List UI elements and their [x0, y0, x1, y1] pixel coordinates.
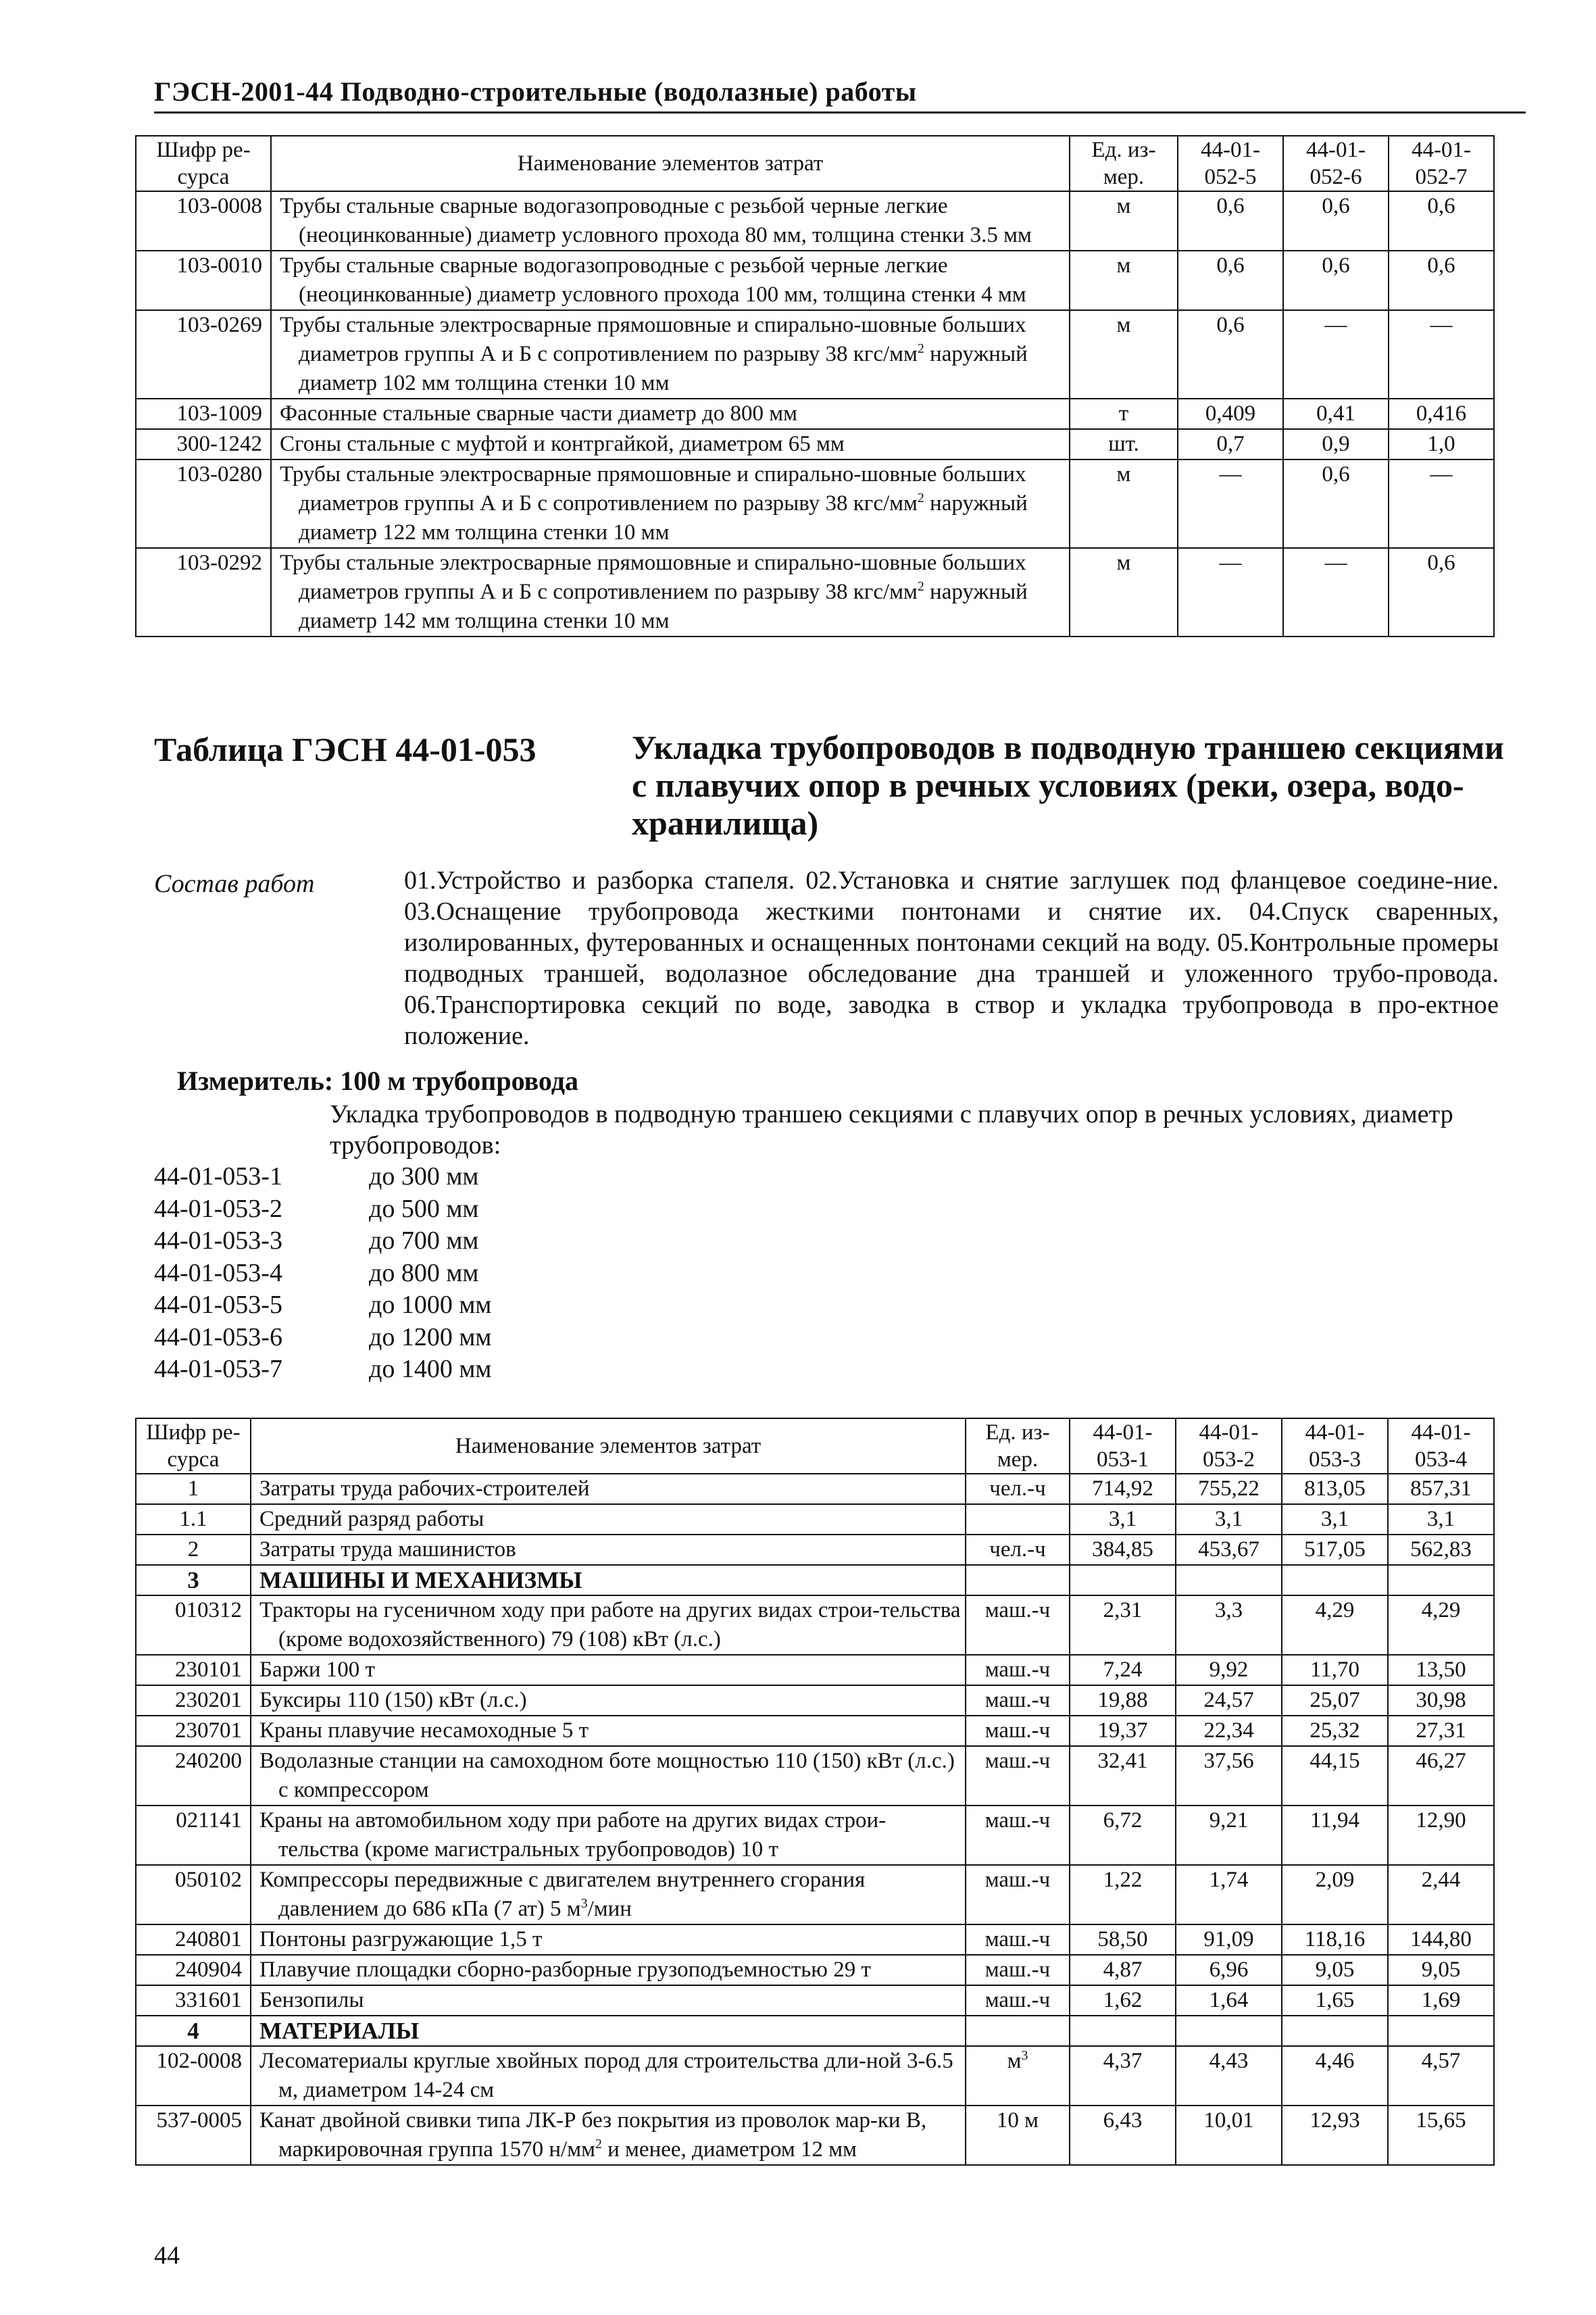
value-cell: 4,37: [1070, 2046, 1176, 2106]
norm-code: 44-01-053-3: [154, 1226, 282, 1255]
col-header-value: 44-01-052-5: [1178, 136, 1283, 191]
value-cell: 4,46: [1282, 2046, 1388, 2106]
table-row: [136, 1504, 1494, 1535]
item-name-text: Водолазные станции на самоходном боте мощностью 110 (150) кВт (л.с.) с компрессором: [259, 1749, 955, 1802]
item-name: [251, 1504, 966, 1535]
resource-code: 331601: [136, 1985, 251, 2016]
value-cell: 3,1: [1070, 1504, 1176, 1535]
table-row: [136, 1655, 1494, 1685]
value-cell: 9,21: [1176, 1806, 1282, 1865]
value-cell: 0,9: [1283, 429, 1389, 459]
code-list-item: [154, 1193, 491, 1226]
value-cell: 19,88: [1070, 1685, 1176, 1716]
value-cell: 0,6: [1178, 310, 1283, 399]
col-header-value: 44-01-052-6: [1283, 136, 1389, 191]
value-cell: 0,6: [1389, 191, 1494, 251]
unit-cell: маш.-ч: [966, 1746, 1070, 1806]
item-name: [271, 191, 1070, 251]
resource-code: 240801: [136, 1924, 251, 1955]
superscript: 3: [1021, 2048, 1028, 2063]
value-cell: 12,93: [1282, 2106, 1388, 2165]
item-name: [251, 1595, 966, 1655]
table-row: [136, 1985, 1494, 2016]
item-name-text: [280, 460, 1065, 547]
item-name: [251, 1535, 966, 1565]
value-cell: 6,72: [1070, 1806, 1176, 1865]
page-header: ГЭСН-2001-44 Подводно-строительные (водолазные) работы: [154, 76, 1526, 114]
item-name: [251, 1474, 966, 1504]
value-cell: 9,05: [1282, 1955, 1388, 1985]
value-cell: [1388, 1565, 1494, 1595]
item-name-text: [280, 549, 1065, 636]
resource-code: 103-0280: [136, 459, 271, 548]
resource-code: 3: [136, 1565, 251, 1595]
unit-cell: чел.-ч: [966, 1535, 1070, 1565]
unit-cell: маш.-ч: [966, 1955, 1070, 1985]
norm-code: 44-01-053-6: [154, 1322, 282, 1351]
value-cell: 12,90: [1388, 1806, 1494, 1865]
item-name-text: [259, 2106, 961, 2164]
table-row: [136, 1595, 1494, 1655]
item-name-text: Трубы стальные сварные водогазопроводные с резьбой черные легкие (неоцинкованные) диаметр условного прохода 100 мм, толщина стенки 4 мм: [280, 253, 1026, 307]
item-name-text: [280, 311, 1065, 398]
norm-code: 44-01-053-1: [154, 1162, 282, 1191]
unit-cell: маш.-ч: [966, 1716, 1070, 1746]
value-cell: 1,69: [1388, 1985, 1494, 2016]
value-cell: 10,01: [1176, 2106, 1282, 2165]
value-cell: 25,07: [1282, 1685, 1388, 1716]
item-name: [251, 1716, 966, 1746]
value-cell: 0,6: [1178, 191, 1283, 251]
section-title: МАТЕРИАЛЫ: [251, 2016, 966, 2046]
value-cell: 44,15: [1282, 1746, 1388, 1806]
norm-diameter: до 300 мм: [369, 1162, 479, 1191]
value-cell: 9,92: [1176, 1655, 1282, 1685]
value-cell: [1282, 1565, 1388, 1595]
resource-code: 021141: [136, 1806, 251, 1865]
table-row: [136, 1924, 1494, 1955]
item-name: [251, 1924, 966, 1955]
value-cell: 0,41: [1283, 399, 1389, 429]
value-cell: 13,50: [1388, 1655, 1494, 1685]
section-title: МАШИНЫ И МЕХАНИЗМЫ: [251, 1565, 966, 1595]
table-label: Таблица ГЭСН 44-01-053: [154, 730, 537, 768]
value-cell: 37,56: [1176, 1746, 1282, 1806]
value-cell: 2,09: [1282, 1865, 1388, 1924]
item-name: [251, 1955, 966, 1985]
value-cell: 1,22: [1070, 1865, 1176, 1924]
item-name-text: Тракторы на гусеничном ходу при работе на других видах строи-тельства (кроме водохозяйственного) 79 (108) кВт (л.с.): [259, 1598, 961, 1651]
unit-cell: маш.-ч: [966, 1985, 1070, 2016]
value-cell: 3,3: [1176, 1595, 1282, 1655]
value-cell: [1176, 2016, 1282, 2046]
norm-diameter: до 1400 мм: [369, 1355, 492, 1383]
value-cell: 4,29: [1282, 1595, 1388, 1655]
superscript: 2: [917, 579, 924, 594]
value-cell: [1388, 2016, 1494, 2046]
item-name-text: [259, 1866, 961, 1924]
resource-code: 102-0008: [136, 2046, 251, 2106]
value-cell: 3,1: [1176, 1504, 1282, 1535]
measure-unit: Измеритель: 100 м трубопровода: [177, 1066, 578, 1096]
value-cell: 0,409: [1178, 399, 1283, 429]
item-name: [271, 429, 1070, 459]
item-name: [251, 1685, 966, 1716]
resource-code: 050102: [136, 1865, 251, 1924]
value-cell: 22,34: [1176, 1716, 1282, 1746]
table-row: [136, 1955, 1494, 1985]
item-name: [251, 1655, 966, 1685]
resource-code: 103-0292: [136, 548, 271, 637]
item-name-text: Баржи 100 т: [259, 1658, 375, 1682]
resource-code: 1.1: [136, 1504, 251, 1535]
item-name-text: Краны плавучие несамоходные 5 т: [259, 1718, 589, 1743]
item-name-text: Средний разряд работы: [259, 1507, 484, 1531]
value-cell: 4,87: [1070, 1955, 1176, 1985]
superscript: 2: [595, 2137, 602, 2151]
item-name-part: /мин: [587, 1897, 632, 1921]
item-name-part: Трубы стальные электросварные прямошовные и спирально-шовные больших диаметров группы А и Б с сопротивлением по разрыву 38 кгс/мм: [280, 462, 1026, 516]
value-cell: 91,09: [1176, 1924, 1282, 1955]
value-cell: 0,6: [1283, 191, 1389, 251]
resource-code: 240200: [136, 1746, 251, 1806]
item-name-text: Затраты труда машинистов: [259, 1537, 516, 1562]
value-cell: 118,16: [1282, 1924, 1388, 1955]
value-cell: 19,37: [1070, 1716, 1176, 1746]
unit-cell: м: [1070, 310, 1178, 399]
unit-cell: 10 м: [966, 2106, 1070, 2165]
value-cell: 384,85: [1070, 1535, 1176, 1565]
value-cell: 24,57: [1176, 1685, 1282, 1716]
section-row: [136, 1565, 1494, 1595]
value-cell: 3,1: [1282, 1504, 1388, 1535]
code-list-item: [154, 1258, 491, 1290]
item-name-text: Плавучие площадки сборно-разборные грузоподъемностью 29 т: [259, 1958, 871, 1982]
code-list-item: [154, 1322, 491, 1354]
col-header-name: Наименование элементов затрат: [271, 136, 1070, 191]
value-cell: 0,6: [1283, 459, 1389, 548]
item-name-part: Трубы стальные электросварные прямошовные и спирально-шовные больших диаметров группы А и Б с сопротивлением по разрыву 38 кгс/мм: [280, 551, 1026, 604]
value-cell: 453,67: [1176, 1535, 1282, 1565]
value-cell: 0,6: [1178, 251, 1283, 310]
col-header-name: Наименование элементов затрат: [251, 1418, 966, 1474]
value-cell: 0,7: [1178, 429, 1283, 459]
work-composition-label: Состав работ: [154, 870, 315, 898]
value-cell: 4,57: [1388, 2046, 1494, 2106]
item-name: [271, 459, 1070, 548]
unit-cell: маш.-ч: [966, 1655, 1070, 1685]
item-name: [251, 1746, 966, 1806]
resource-code: 103-1009: [136, 399, 271, 429]
resource-code: 230101: [136, 1655, 251, 1685]
table-row: [136, 1746, 1494, 1806]
resource-code: 103-0008: [136, 191, 271, 251]
unit-cell: маш.-ч: [966, 1865, 1070, 1924]
norm-diameter: до 1000 мм: [369, 1291, 492, 1319]
value-cell: 11,94: [1282, 1806, 1388, 1865]
unit-cell: маш.-ч: [966, 1595, 1070, 1655]
value-cell: 32,41: [1070, 1746, 1176, 1806]
value-cell: —: [1283, 310, 1389, 399]
resource-table-053: [135, 1418, 1495, 2166]
value-cell: 2,44: [1388, 1865, 1494, 1924]
value-cell: 562,83: [1388, 1535, 1494, 1565]
col-header-unit: Ед. из-мер.: [1070, 136, 1178, 191]
value-cell: —: [1178, 459, 1283, 548]
item-name-text: Буксиры 110 (150) кВт (л.с.): [259, 1688, 527, 1712]
value-cell: 517,05: [1282, 1535, 1388, 1565]
value-cell: 714,92: [1070, 1474, 1176, 1504]
resource-code: 010312: [136, 1595, 251, 1655]
superscript: 3: [580, 1896, 588, 1911]
item-name-part: наружный диаметр 122 мм толщина стенки 10 мм: [299, 491, 1028, 545]
table-row: [136, 1806, 1494, 1865]
value-cell: 813,05: [1282, 1474, 1388, 1504]
unit-cell: м: [1070, 191, 1178, 251]
resource-code: 103-0010: [136, 251, 271, 310]
norm-code: 44-01-053-7: [154, 1355, 282, 1383]
table-row: [136, 429, 1494, 459]
value-cell: 9,05: [1388, 1955, 1494, 1985]
norm-diameter: до 1200 мм: [369, 1322, 492, 1351]
unit-cell: м: [1070, 548, 1178, 637]
item-name-part: наружный диаметр 142 мм толщина стенки 10 мм: [299, 580, 1028, 633]
value-cell: 30,98: [1388, 1685, 1494, 1716]
unit-cell: [966, 2046, 1070, 2106]
norm-code: 44-01-053-5: [154, 1291, 282, 1319]
resource-code: 240904: [136, 1955, 251, 1985]
table-header-row: [136, 1418, 1494, 1474]
code-list-item: [154, 1353, 491, 1386]
value-cell: 3,1: [1388, 1504, 1494, 1535]
table-row: [136, 399, 1494, 429]
unit-cell: [966, 2016, 1070, 2046]
col-header-value: 44-01-053-2: [1176, 1418, 1282, 1474]
unit-cell: м: [1070, 459, 1178, 548]
value-cell: 25,32: [1282, 1716, 1388, 1746]
value-cell: 58,50: [1070, 1924, 1176, 1955]
item-name-part: и менее, диаметром 12 мм: [601, 2137, 857, 2162]
item-name-text: Фасонные стальные сварные части диаметр до 800 мм: [280, 401, 798, 426]
norm-code: 44-01-053-4: [154, 1258, 282, 1287]
resource-code: 4: [136, 2016, 251, 2046]
table-row: [136, 459, 1494, 548]
value-cell: 7,24: [1070, 1655, 1176, 1685]
page-number: 44: [154, 2241, 180, 2270]
unit-cell: маш.-ч: [966, 1806, 1070, 1865]
item-name-text: Краны на автомобильном ходу при работе на других видах строи-тельства (кроме магистральных трубопроводов) 10 т: [259, 1808, 887, 1862]
value-cell: 4,43: [1176, 2046, 1282, 2106]
unit-part: м: [1007, 2049, 1022, 2073]
value-cell: 6,96: [1176, 1955, 1282, 1985]
item-name: [251, 1865, 966, 1924]
code-list-item: [154, 1225, 491, 1258]
item-name: [251, 2106, 966, 2165]
value-cell: 46,27: [1388, 1746, 1494, 1806]
unit-cell: т: [1070, 399, 1178, 429]
norm-diameter: до 800 мм: [369, 1258, 479, 1287]
unit-cell: маш.-ч: [966, 1685, 1070, 1716]
unit-cell: [966, 1504, 1070, 1535]
value-cell: 11,70: [1282, 1655, 1388, 1685]
norm-diameter: до 700 мм: [369, 1226, 479, 1255]
item-name-part: Компрессоры передвижные с двигателем внутреннего сгорания давлением до 686 кПа (7 ат) 5 м: [259, 1868, 866, 1921]
table-row: [136, 1865, 1494, 1924]
item-name: [251, 1806, 966, 1865]
table-row: [136, 1716, 1494, 1746]
code-list-item: [154, 1289, 491, 1322]
item-name-text: Затраты труда рабочих-строителей: [259, 1476, 590, 1501]
item-name: [251, 2046, 966, 2106]
section-row: [136, 2016, 1494, 2046]
resource-table-052: [135, 135, 1495, 637]
value-cell: —: [1283, 548, 1389, 637]
code-list-item: [154, 1161, 491, 1193]
table-row: [136, 310, 1494, 399]
value-cell: 1,62: [1070, 1985, 1176, 2016]
value-cell: —: [1389, 459, 1494, 548]
col-header-code: Шифр ре-сурса: [136, 136, 271, 191]
table-row: [136, 1474, 1494, 1504]
item-name: [251, 1985, 966, 2016]
norm-diameter: до 500 мм: [369, 1194, 479, 1223]
table-row: [136, 1535, 1494, 1565]
measure-description: Укладка трубопроводов в подводную траншею секциями с плавучих опор в речных условиях, диаметр трубопроводов:: [330, 1100, 1453, 1160]
resource-code: 537-0005: [136, 2106, 251, 2165]
unit-cell: шт.: [1070, 429, 1178, 459]
table-header-row: [136, 136, 1494, 191]
value-cell: 1,0: [1389, 429, 1494, 459]
resource-code: 1: [136, 1474, 251, 1504]
value-cell: 1,65: [1282, 1985, 1388, 2016]
table-row: [136, 191, 1494, 251]
item-name-text: Понтоны разгружающие 1,5 т: [259, 1927, 543, 1951]
value-cell: [1070, 2016, 1176, 2046]
table-row: [136, 2106, 1494, 2165]
value-cell: 4,29: [1388, 1595, 1494, 1655]
value-cell: 0,6: [1389, 548, 1494, 637]
unit-cell: маш.-ч: [966, 1924, 1070, 1955]
value-cell: 0,6: [1389, 251, 1494, 310]
value-cell: —: [1178, 548, 1283, 637]
superscript: 2: [917, 341, 924, 356]
code-list: [154, 1161, 491, 1386]
value-cell: —: [1389, 310, 1494, 399]
value-cell: 27,31: [1388, 1716, 1494, 1746]
resource-code: 300-1242: [136, 429, 271, 459]
table-row: [136, 548, 1494, 637]
item-name-part: наружный диаметр 102 мм толщина стенки 10 мм: [299, 342, 1028, 395]
norm-code: 44-01-053-2: [154, 1194, 282, 1223]
item-name: [271, 548, 1070, 637]
col-header-value: 44-01-053-4: [1388, 1418, 1494, 1474]
value-cell: 1,64: [1176, 1985, 1282, 2016]
table-title: Укладка трубопроводов в подводную траншею секциями с плавучих опор в речных условиях (реки, озера, водо-хранилища): [632, 728, 1504, 842]
value-cell: 857,31: [1388, 1474, 1494, 1504]
value-cell: 2,31: [1070, 1595, 1176, 1655]
col-header-value: 44-01-053-3: [1282, 1418, 1388, 1474]
resource-code: 2: [136, 1535, 251, 1565]
value-cell: [1176, 1565, 1282, 1595]
col-header-value: 44-01-053-1: [1070, 1418, 1176, 1474]
item-name: [271, 399, 1070, 429]
col-header-unit: Ед. из-мер.: [966, 1418, 1070, 1474]
table-row: [136, 2046, 1494, 2106]
resource-code: 103-0269: [136, 310, 271, 399]
value-cell: [1282, 2016, 1388, 2046]
item-name-text: Лесоматериалы круглые хвойных пород для строительства дли-ной 3-6.5 м, диаметром 14-24 см: [259, 2049, 953, 2102]
value-cell: 6,43: [1070, 2106, 1176, 2165]
item-name: [271, 310, 1070, 399]
unit-cell: чел.-ч: [966, 1474, 1070, 1504]
item-name-text: Сгоны стальные с муфтой и контргайкой, диаметром 65 мм: [280, 432, 845, 456]
value-cell: 15,65: [1388, 2106, 1494, 2165]
col-header-code: Шифр ре-сурса: [136, 1418, 251, 1474]
value-cell: 0,416: [1389, 399, 1494, 429]
value-cell: 1,74: [1176, 1865, 1282, 1924]
table-row: [136, 1685, 1494, 1716]
item-name-part: Канат двойной свивки типа ЛК-Р без покрытия из проволок мар-ки В, маркировочная группа 1570 н/мм: [259, 2108, 927, 2162]
value-cell: 0,6: [1283, 251, 1389, 310]
item-name-text: Трубы стальные сварные водогазопроводные с резьбой черные легкие (неоцинкованные) диаметр условного прохода 80 мм, толщина стенки 3.5 мм: [280, 194, 1032, 247]
item-name: [271, 251, 1070, 310]
item-name-part: Трубы стальные электросварные прямошовные и спирально-шовные больших диаметров группы А и Б с сопротивлением по разрыву 38 кгс/мм: [280, 313, 1026, 366]
table-row: [136, 251, 1494, 310]
unit-cell: [966, 1565, 1070, 1595]
resource-code: 230201: [136, 1685, 251, 1716]
col-header-value: 44-01-052-7: [1389, 136, 1494, 191]
item-name-text: Бензопилы: [259, 1988, 364, 2012]
value-cell: [1070, 1565, 1176, 1595]
work-composition-text: 01.Устройство и разборка стапеля. 02.Установка и снятие заглушек под фланцевое соедине-ние. 03.Оснащение трубопровода жесткими понтонами и снятие их. 04.Спуск сваренных, изолированных, футерованных и оснащенных понтонами секций на воду. 05.Контрольные промеры подводных траншей, водолазное обследование дна траншей и уложенного трубо-провода. 06.Транспортировка секций по воде, заводка в створ и укладка трубопровода в про-ектное положение.: [404, 866, 1499, 1050]
value-cell: 755,22: [1176, 1474, 1282, 1504]
value-cell: 144,80: [1388, 1924, 1494, 1955]
resource-code: 230701: [136, 1716, 251, 1746]
unit-cell: м: [1070, 251, 1178, 310]
superscript: 2: [917, 491, 924, 505]
